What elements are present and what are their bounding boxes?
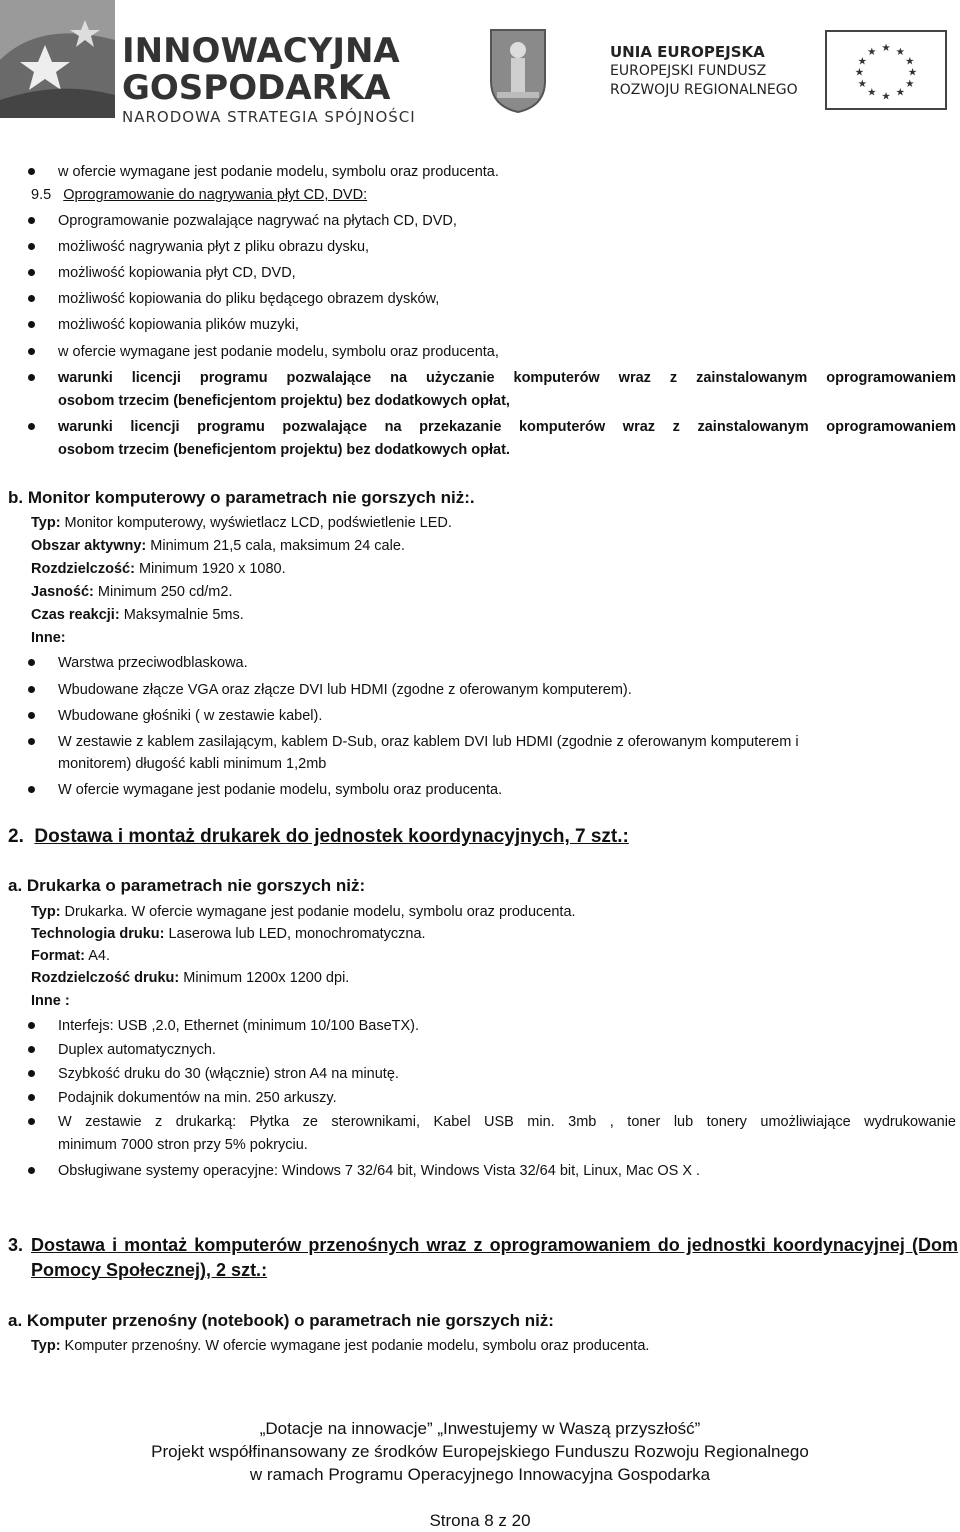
monitor-area (31, 537, 405, 555)
section-2-heading (8, 827, 629, 847)
svg-text:★: ★ (881, 90, 891, 103)
monitor-type (31, 514, 452, 532)
value: Monitor komputerowy, wyświetlacz LCD, podświetlenie LED. (60, 515, 452, 531)
list-item: Interfejs: USB ,2.0, Ethernet (minimum 10/100 BaseTX). (58, 1018, 420, 1034)
label: Rozdzielczość druku: (31, 970, 180, 986)
section-title: Dostawa i montaż drukarek do jednostek koordynacyjnych, 7 szt.: (34, 826, 629, 847)
svg-text:★: ★ (857, 78, 867, 91)
list-item: możliwość nagrywania płyt z pliku obrazu dysku, (58, 239, 370, 255)
page-number: Strona 8 z 20 (429, 1511, 531, 1530)
section-3-heading (8, 1235, 958, 1255)
notebook-type (31, 1337, 649, 1355)
eu-line-1: UNIA EUROPEJSKA (610, 43, 765, 61)
svg-text:★: ★ (881, 42, 891, 54)
license-item-1-cont: osobom trzecim (beneficjentom projektu) bez dodatkowych opłat, (58, 393, 510, 409)
list-item: możliwość kopiowania plików muzyki, (58, 317, 299, 333)
list-item-cont: monitorem) długość kabli minimum 1,2mb (58, 756, 327, 772)
list-item: w ofercie wymagane jest podanie modelu, symbolu oraz producenta, (58, 344, 499, 360)
printer-resolution (31, 969, 349, 987)
eu-fund-text (610, 43, 815, 100)
list-item: możliwość kopiowania płyt CD, DVD, (58, 265, 296, 281)
value: Maksymalnie 5ms. (119, 607, 244, 623)
list-item: Podajnik dokumentów na min. 250 arkuszy. (58, 1090, 337, 1106)
label: Czas reakcji: (31, 607, 120, 623)
list-item: Warstwa przeciwodblaskowa. (58, 655, 248, 671)
list-item: możliwość kopiowania do pliku będącego obrazem dysków, (58, 291, 440, 307)
heading-text: Oprogramowanie do nagrywania płyt CD, DVD: (63, 187, 368, 203)
license-item-2-cont: osobom trzecim (beneficjentom projektu) bez dodatkowych opłat. (58, 442, 510, 458)
printer-format (31, 947, 110, 965)
value: Minimum 21,5 cala, maksimum 24 cale. (146, 538, 405, 554)
notebook-heading: a. Komputer przenośny (notebook) o parametrach nie gorszych niż: (8, 1311, 554, 1330)
eu-line-3: ROZWOJU REGIONALNEGO (610, 82, 798, 98)
monitor-heading: b. Monitor komputerowy o parametrach nie gorszych niż:. (8, 488, 475, 507)
footer-line-3: w ramach Programu Operacyjnego Innowacyjna Gospodarka (249, 1465, 711, 1484)
printer-other-label: Inne : (31, 993, 70, 1009)
section-number: 3. (8, 1235, 24, 1255)
svg-text:★: ★ (867, 86, 877, 99)
svg-text:★: ★ (854, 66, 865, 79)
monitor-other-label: Inne: (31, 630, 66, 646)
license-item-2: warunki licencji programu pozwalające na przekazanie komputerów wraz z zainstalowanym oprogramowaniem (58, 419, 956, 435)
eu-flag-icon (825, 30, 947, 110)
value: Laserowa lub LED, monochromatyczna. (164, 926, 426, 942)
value: Minimum 1200x 1200 dpi. (179, 970, 350, 986)
section-number: 2. (8, 826, 24, 847)
monitor-resolution (31, 560, 286, 578)
list-item: Duplex automatycznych. (58, 1042, 216, 1058)
printer-technology (31, 925, 426, 943)
list-item: W zestawie z drukarką: Płytka ze sterownikami, Kabel USB min. 3mb , toner lub tonery umożliwiające wydrukowanie (58, 1114, 956, 1130)
svg-text:★: ★ (895, 86, 905, 99)
value: Minimum 250 cd/m2. (93, 584, 233, 600)
value: Minimum 1920 x 1080. (134, 561, 286, 577)
logo-line-3: NARODOWA STRATEGIA SPÓJNOŚCI (122, 108, 416, 126)
svg-text:★: ★ (857, 55, 867, 68)
monitor-response (31, 606, 244, 624)
svg-text:★: ★ (905, 55, 915, 68)
coat-of-arms-crest (487, 26, 549, 114)
monitor-brightness (31, 583, 232, 601)
logo-line-1: INNOWACYJNA (122, 31, 400, 71)
heading-number: 9.5 (31, 187, 52, 203)
list-item: Oprogramowanie pozwalające nagrywać na płytach CD, DVD, (58, 213, 457, 229)
list-item: Szybkość druku do 30 (włącznie) stron A4 na minutę. (58, 1066, 399, 1082)
footer-line-2: Projekt współfinansowany ze środków Europejskiego Funduszu Rozwoju Regionalnego (151, 1442, 809, 1461)
footer-line-1: „Dotacje na innowacje” „Inwestujemy w Waszą przyszłość” (259, 1419, 701, 1438)
eu-line-2: EUROPEJSKI FUNDUSZ (610, 63, 767, 79)
logo-line-2: GOSPODARKA (122, 68, 391, 108)
list-item-cont: minimum 7000 stron przy 5% pokryciu. (58, 1137, 308, 1153)
label: Technologia druku: (31, 926, 165, 942)
list-item: w ofercie wymagane jest podanie modelu, symbolu oraz producenta. (58, 164, 499, 180)
page-header (0, 0, 960, 135)
list-item: Obsługiwane systemy operacyjne: Windows 7 32/64 bit, Windows Vista 32/64 bit, Linux, Mac OS X . (58, 1163, 701, 1179)
label: Typ: (31, 515, 61, 531)
printer-type (31, 903, 576, 921)
list-item: Wbudowane złącze VGA oraz złącze DVI lub HDMI (zgodne z oferowanym komputerem). (58, 682, 632, 698)
section-title-line-1: Dostawa i montaż komputerów przenośnych wraz z oprogramowaniem do jednostki koordynacyjnej (Dom (31, 1235, 958, 1255)
label: Format: (31, 948, 85, 964)
list-item: Wbudowane głośniki ( w zestawie kabel). (58, 708, 323, 724)
section-title-line-2: Pomocy Społecznej), 2 szt.: (31, 1260, 268, 1280)
svg-text:★: ★ (907, 66, 918, 79)
printer-heading: a. Drukarka o parametrach nie gorszych niż: (8, 876, 366, 895)
label: Obszar aktywny: (31, 538, 147, 554)
section-heading-9-5 (31, 186, 367, 204)
list-item: W zestawie z kablem zasilającym, kablem D-Sub, oraz kablem DVI lub HDMI (zgodnie z oferowanym komputerem i (58, 734, 799, 750)
value: Drukarka. W ofercie wymagane jest podanie modelu, symbolu oraz producenta. (60, 904, 576, 920)
license-item-1: warunki licencji programu pozwalające na użyczanie komputerów wraz z zainstalowanym oprogramowaniem (58, 370, 956, 386)
value: A4. (84, 948, 110, 964)
svg-text:★: ★ (905, 78, 915, 91)
label: Jasność: (31, 584, 94, 600)
value: Komputer przenośny. W ofercie wymagane jest podanie modelu, symbolu oraz producenta. (60, 1338, 650, 1354)
label: Typ: (31, 1338, 61, 1354)
label: Rozdzielczość: (31, 561, 135, 577)
list-item: W ofercie wymagane jest podanie modelu, symbolu oraz producenta. (58, 782, 503, 798)
label: Typ: (31, 904, 61, 920)
svg-text:★: ★ (895, 45, 905, 58)
svg-text:★: ★ (867, 45, 877, 58)
